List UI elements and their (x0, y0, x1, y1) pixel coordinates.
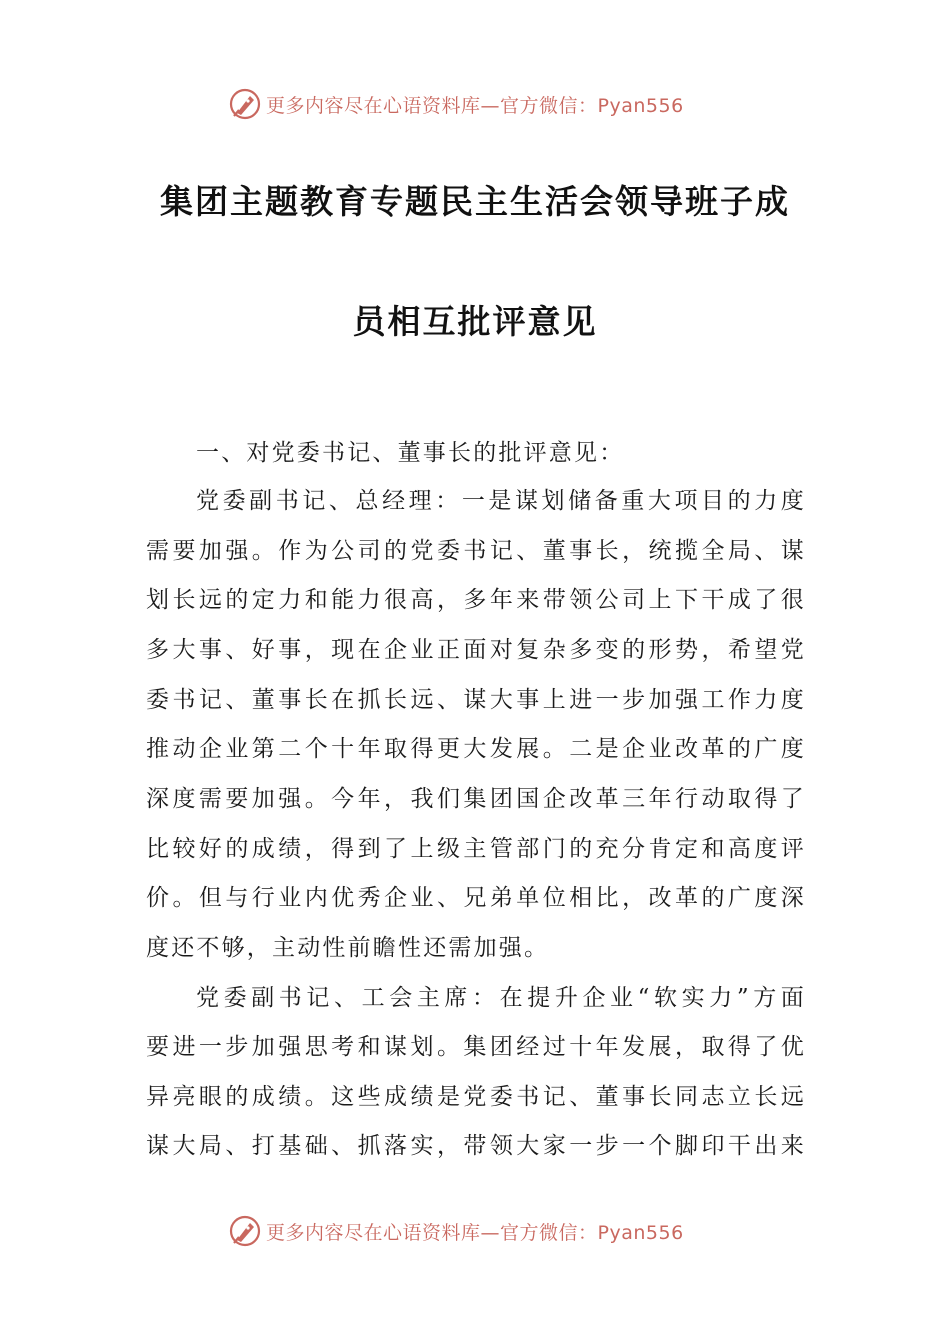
paragraph-line: 需要加强。作为公司的党委书记、董事长，统揽全局、谋 (146, 538, 806, 564)
paragraph-line: 度还不够，主动性前瞻性还需加强。 (146, 935, 550, 961)
watermark-banner-top (228, 84, 684, 124)
paragraph-line: 委书记、董事长在抓长远、谋大事上进一步加强工作力度 (146, 687, 806, 713)
paragraph-line: 划长远的定力和能力很高，多年来带领公司上下干成了很 (146, 587, 806, 613)
document-title-line-1: 集团主题教育专题民主生活会领导班子成 (160, 182, 790, 221)
paragraph-line: 价。但与行业内优秀企业、兄弟单位相比，改革的广度深 (146, 885, 806, 911)
document-title-line-2: 员相互批评意见 (352, 302, 598, 341)
watermark-banner-bottom (228, 1211, 684, 1251)
section-heading: 一、对党委书记、董事长的批评意见： (196, 440, 625, 466)
watermark-text: 更多内容尽在心语资料库—官方微信：Pyan556 (266, 1221, 684, 1244)
paragraph-line: 党委副书记、总经理：一是谋划储备重大项目的力度 (196, 488, 806, 514)
paragraph-line: 要进一步加强思考和谋划。集团经过十年发展，取得了优 (146, 1034, 806, 1060)
paragraph-line: 多大事、好事，现在企业正面对复杂多变的形势，希望党 (146, 637, 806, 663)
paragraph-line: 异亮眼的成绩。这些成绩是党委书记、董事长同志立长远 (146, 1084, 806, 1110)
watermark-text: 更多内容尽在心语资料库—官方微信：Pyan556 (266, 94, 684, 117)
paragraph-line: 谋大局、打基础、抓落实，带领大家一步一个脚印干出来 (146, 1133, 806, 1159)
paragraph-line: 深度需要加强。今年，我们集团国企改革三年行动取得了 (146, 786, 806, 812)
paragraph-line: 推动企业第二个十年取得更大发展。二是企业改革的广度 (146, 736, 806, 762)
paragraph-line: 比较好的成绩，得到了上级主管部门的充分肯定和高度评 (146, 836, 806, 862)
paragraph-line: 党委副书记、工会主席：在提升企业“软实力”方面 (196, 985, 806, 1011)
pen-nib-logo-icon (228, 87, 262, 121)
pen-nib-logo-icon (228, 1214, 262, 1248)
